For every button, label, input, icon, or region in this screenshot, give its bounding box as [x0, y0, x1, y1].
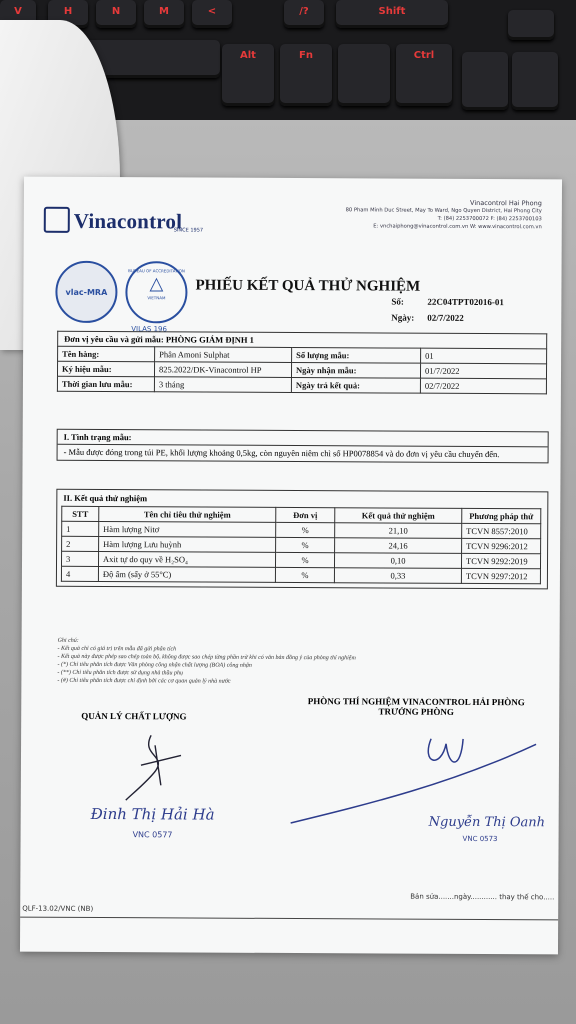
footer-divider	[20, 917, 558, 921]
row-test-name: Hàm lượng Nitơ	[99, 521, 276, 537]
form-code: QLF-13.02/VNC (NB)	[22, 904, 94, 913]
sample-condition-section	[57, 429, 549, 464]
company-logo: Vinacontrol	[73, 208, 183, 234]
key-fn: Fn	[280, 44, 332, 106]
col-test-name: Tên chỉ tiêu thử nghiệm	[99, 506, 276, 522]
product-label: Tên hàng:	[58, 346, 155, 362]
storage-label: Thời gian lưu mẫu:	[57, 376, 154, 392]
requester-label: Đơn vị yêu cầu và gửi mẫu:	[64, 333, 164, 345]
row-stt: 1	[62, 521, 99, 536]
key-arrow-up	[508, 10, 554, 40]
key-m: M	[144, 0, 184, 28]
col-stt: STT	[62, 506, 99, 521]
key-shift: Shift	[336, 0, 448, 28]
vinacontrol-logo-icon	[44, 207, 70, 233]
ilac-mra-seal-icon: vlac-MRA	[55, 261, 117, 323]
test-results-section	[56, 489, 549, 590]
qa-title: QUẢN LÝ CHẤT LƯỢNG	[81, 710, 187, 722]
table-row	[61, 566, 540, 584]
seal-bottom-text: VIETNAM	[147, 295, 166, 301]
notes-title: Ghi chú:	[57, 637, 79, 644]
row-unit: %	[276, 537, 335, 552]
row-stt: 4	[61, 566, 98, 581]
code-value: 825.2022/DK-Vinacontrol HP	[154, 362, 291, 378]
note-item: - (**) Chỉ tiêu phân tích được sử dụng nhà thầu phụ	[57, 669, 184, 677]
key-alt: Alt	[222, 44, 274, 106]
company-address: 80 Pham Minh Duc Street, May To Ward, Ngo Quyen District, Hai Phong City	[345, 207, 542, 215]
test-result-document	[20, 177, 562, 955]
lab-head-title: TRƯỞNG PHÒNG	[378, 706, 454, 717]
section1-text: - Mẫu được đóng trong túi PE, khối lượng khoảng 0,5kg, còn nguyên niêm chì số HP0078854 và do đơn vị yêu cầu chuyển đến.	[63, 446, 500, 460]
received-value: 01/7/2022	[420, 363, 546, 379]
head-name: Nguyễn Thị Oanh	[428, 814, 546, 831]
row-method: TCVN 9296:2012	[462, 538, 541, 553]
sample-info-section	[57, 331, 547, 395]
received-label: Ngày nhận mẫu:	[291, 363, 420, 379]
row-result: 0,33	[334, 568, 461, 584]
row-test-name: Axit tự do quy về H₂SO₄	[98, 551, 275, 567]
key-h: H	[48, 0, 88, 28]
col-method: Phương pháp thử	[462, 508, 541, 523]
qa-name: Đinh Thị Hải Hà	[90, 804, 215, 824]
key-v: V	[0, 0, 36, 28]
section2-title: II. Kết quả thử nghiệm	[63, 492, 148, 504]
qty-label: Số lượng mẫu:	[292, 348, 421, 364]
revision-line: Bản sửa.......ngày............ thay thế cho.....	[410, 892, 555, 902]
lab-title: PHÒNG THÍ NGHIỆM VINACONTROL HẢI PHÒNG	[307, 696, 525, 708]
document-title: PHIẾU KẾT QUẢ THỬ NGHIỆM	[195, 277, 421, 295]
col-unit: Đơn vị	[276, 507, 335, 522]
qty-value: 01	[421, 348, 547, 364]
section1-title: I. Tình trạng mẫu:	[58, 430, 548, 448]
row-result: 0,10	[334, 553, 461, 569]
note-item: - (*) Chỉ tiêu phân tích được Văn phòng công nhận chất lượng (BOA) công nhận	[57, 661, 252, 669]
returned-value: 02/7/2022	[420, 378, 546, 394]
results-table	[61, 506, 541, 585]
logo-since: SINCE 1957	[173, 227, 204, 234]
row-test-name: Độ ẩm (sấy ở 55°C)	[98, 566, 275, 582]
sample-info-table	[57, 346, 547, 395]
row-unit: %	[275, 552, 334, 567]
company-phone: T: (84) 2253700072 F: (84) 2253700103	[437, 215, 542, 223]
doc-number-label: Số:	[391, 296, 404, 307]
col-result: Kết quả thử nghiệm	[335, 508, 462, 524]
company-name: Vinacontrol Hai Phong	[470, 198, 542, 208]
row-unit: %	[275, 567, 334, 582]
key-menu	[338, 44, 390, 106]
notes-section	[57, 637, 547, 688]
key-slash: /?	[284, 0, 324, 28]
storage-value: 3 tháng	[154, 377, 291, 393]
product-value: Phân Amoni Sulphat	[155, 347, 292, 363]
company-header	[345, 198, 541, 231]
key-arrow-down	[512, 52, 558, 110]
seal-triangle-icon: △	[149, 273, 164, 295]
note-item: - Kết quả này được phép sao chép toàn bộ, không được sao chép từng phần trừ khi có văn bản đồng ý của phòng thí nghiệm	[57, 653, 356, 662]
returned-label: Ngày trả kết quả:	[291, 377, 420, 393]
key-n: N	[96, 0, 136, 28]
note-item: - (#) Chỉ tiêu phân tích được chỉ định bởi các cơ quan quản lý nhà nước	[57, 677, 231, 685]
vilas-code: VILAS 196	[131, 325, 167, 334]
head-code: VNC 0573	[462, 834, 498, 844]
doc-date-label: Ngày:	[391, 312, 415, 323]
key-arrow-left	[462, 52, 508, 110]
key-less-than: <	[192, 0, 232, 28]
row-method: TCVN 9297:2012	[461, 568, 540, 583]
row-method: TCVN 9292:2019	[461, 553, 540, 568]
doc-date: 02/7/2022	[427, 312, 464, 323]
row-stt: 2	[62, 536, 99, 551]
requester-value: PHÒNG GIÁM ĐỊNH 1	[165, 334, 254, 345]
lab-signature-block	[281, 696, 551, 717]
row-unit: %	[276, 522, 335, 537]
row-result: 24,16	[335, 538, 462, 554]
doc-number: 22C04TPT02016-01	[427, 296, 504, 308]
row-result: 21,10	[335, 523, 462, 539]
qa-code: VNC 0577	[132, 830, 173, 840]
company-email: E: vnchaiphong@vinacontrol.com.vn W: www.vinacontrol.com.vn	[373, 223, 542, 231]
row-stt: 3	[61, 551, 98, 566]
seal-top-text: BUREAU OF ACCREDITATION	[128, 268, 185, 274]
key-ctrl: Ctrl	[396, 44, 452, 106]
qa-signature-icon	[111, 725, 201, 805]
row-method: TCVN 8557:2010	[462, 523, 541, 538]
accreditation-seal-icon	[125, 261, 187, 323]
note-item: - Kết quả chỉ có giá trị trên mẫu đã gửi phân tích	[57, 645, 177, 653]
row-test-name: Hàm lượng Lưu huỳnh	[99, 536, 276, 552]
code-label: Ký hiệu mẫu:	[57, 361, 154, 377]
